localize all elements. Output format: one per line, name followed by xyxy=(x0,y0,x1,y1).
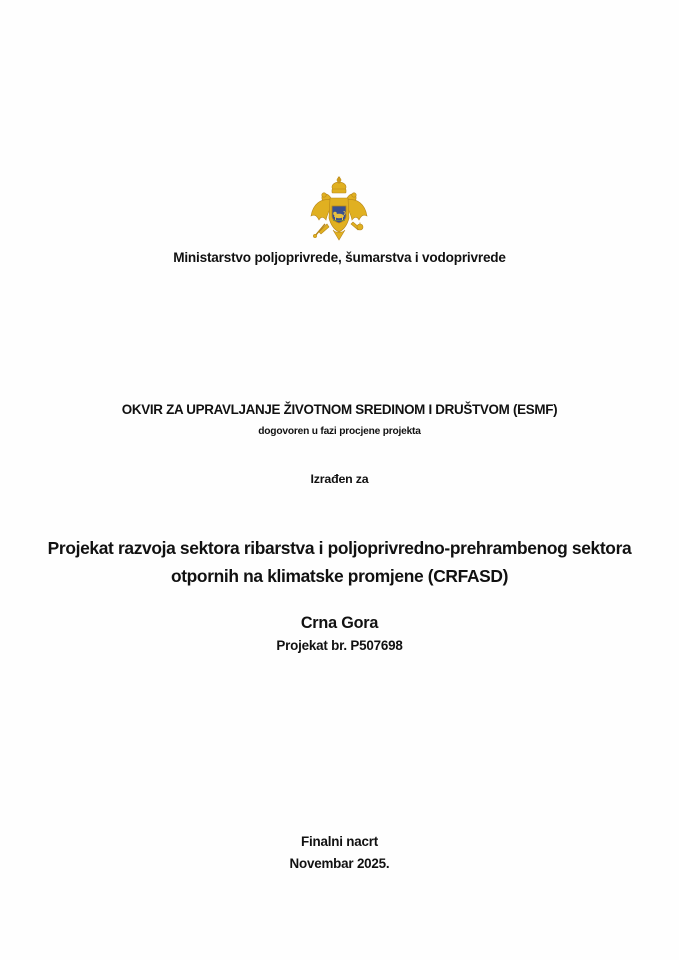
document-status: Finalni nacrt xyxy=(300,834,378,849)
prepared-for-label: Izrađen za xyxy=(310,472,369,486)
montenegro-coat-of-arms-icon xyxy=(309,176,369,242)
project-title-line-1: Projekat razvoja sektora ribarstva i poljoprivredno-prehrambenog sektora xyxy=(47,538,632,558)
ministry-name: Ministarstvo poljoprivrede, šumarstva i vodoprivrede xyxy=(173,250,506,265)
project-title-line-2: otpornih na klimatske promjene (CRFASD) xyxy=(170,566,509,586)
project-number: Projekat br. P507698 xyxy=(276,638,403,653)
document-date: Novembar 2025. xyxy=(289,856,390,871)
country-name: Crna Gora xyxy=(300,614,379,632)
document-title: OKVIR ZA UPRAVLJANJE ŽIVOTNOM SREDINOM I DRUŠTVOM (ESMF) xyxy=(121,402,558,417)
document-subtitle: dogovoren u fazi procjene projekta xyxy=(258,426,421,437)
